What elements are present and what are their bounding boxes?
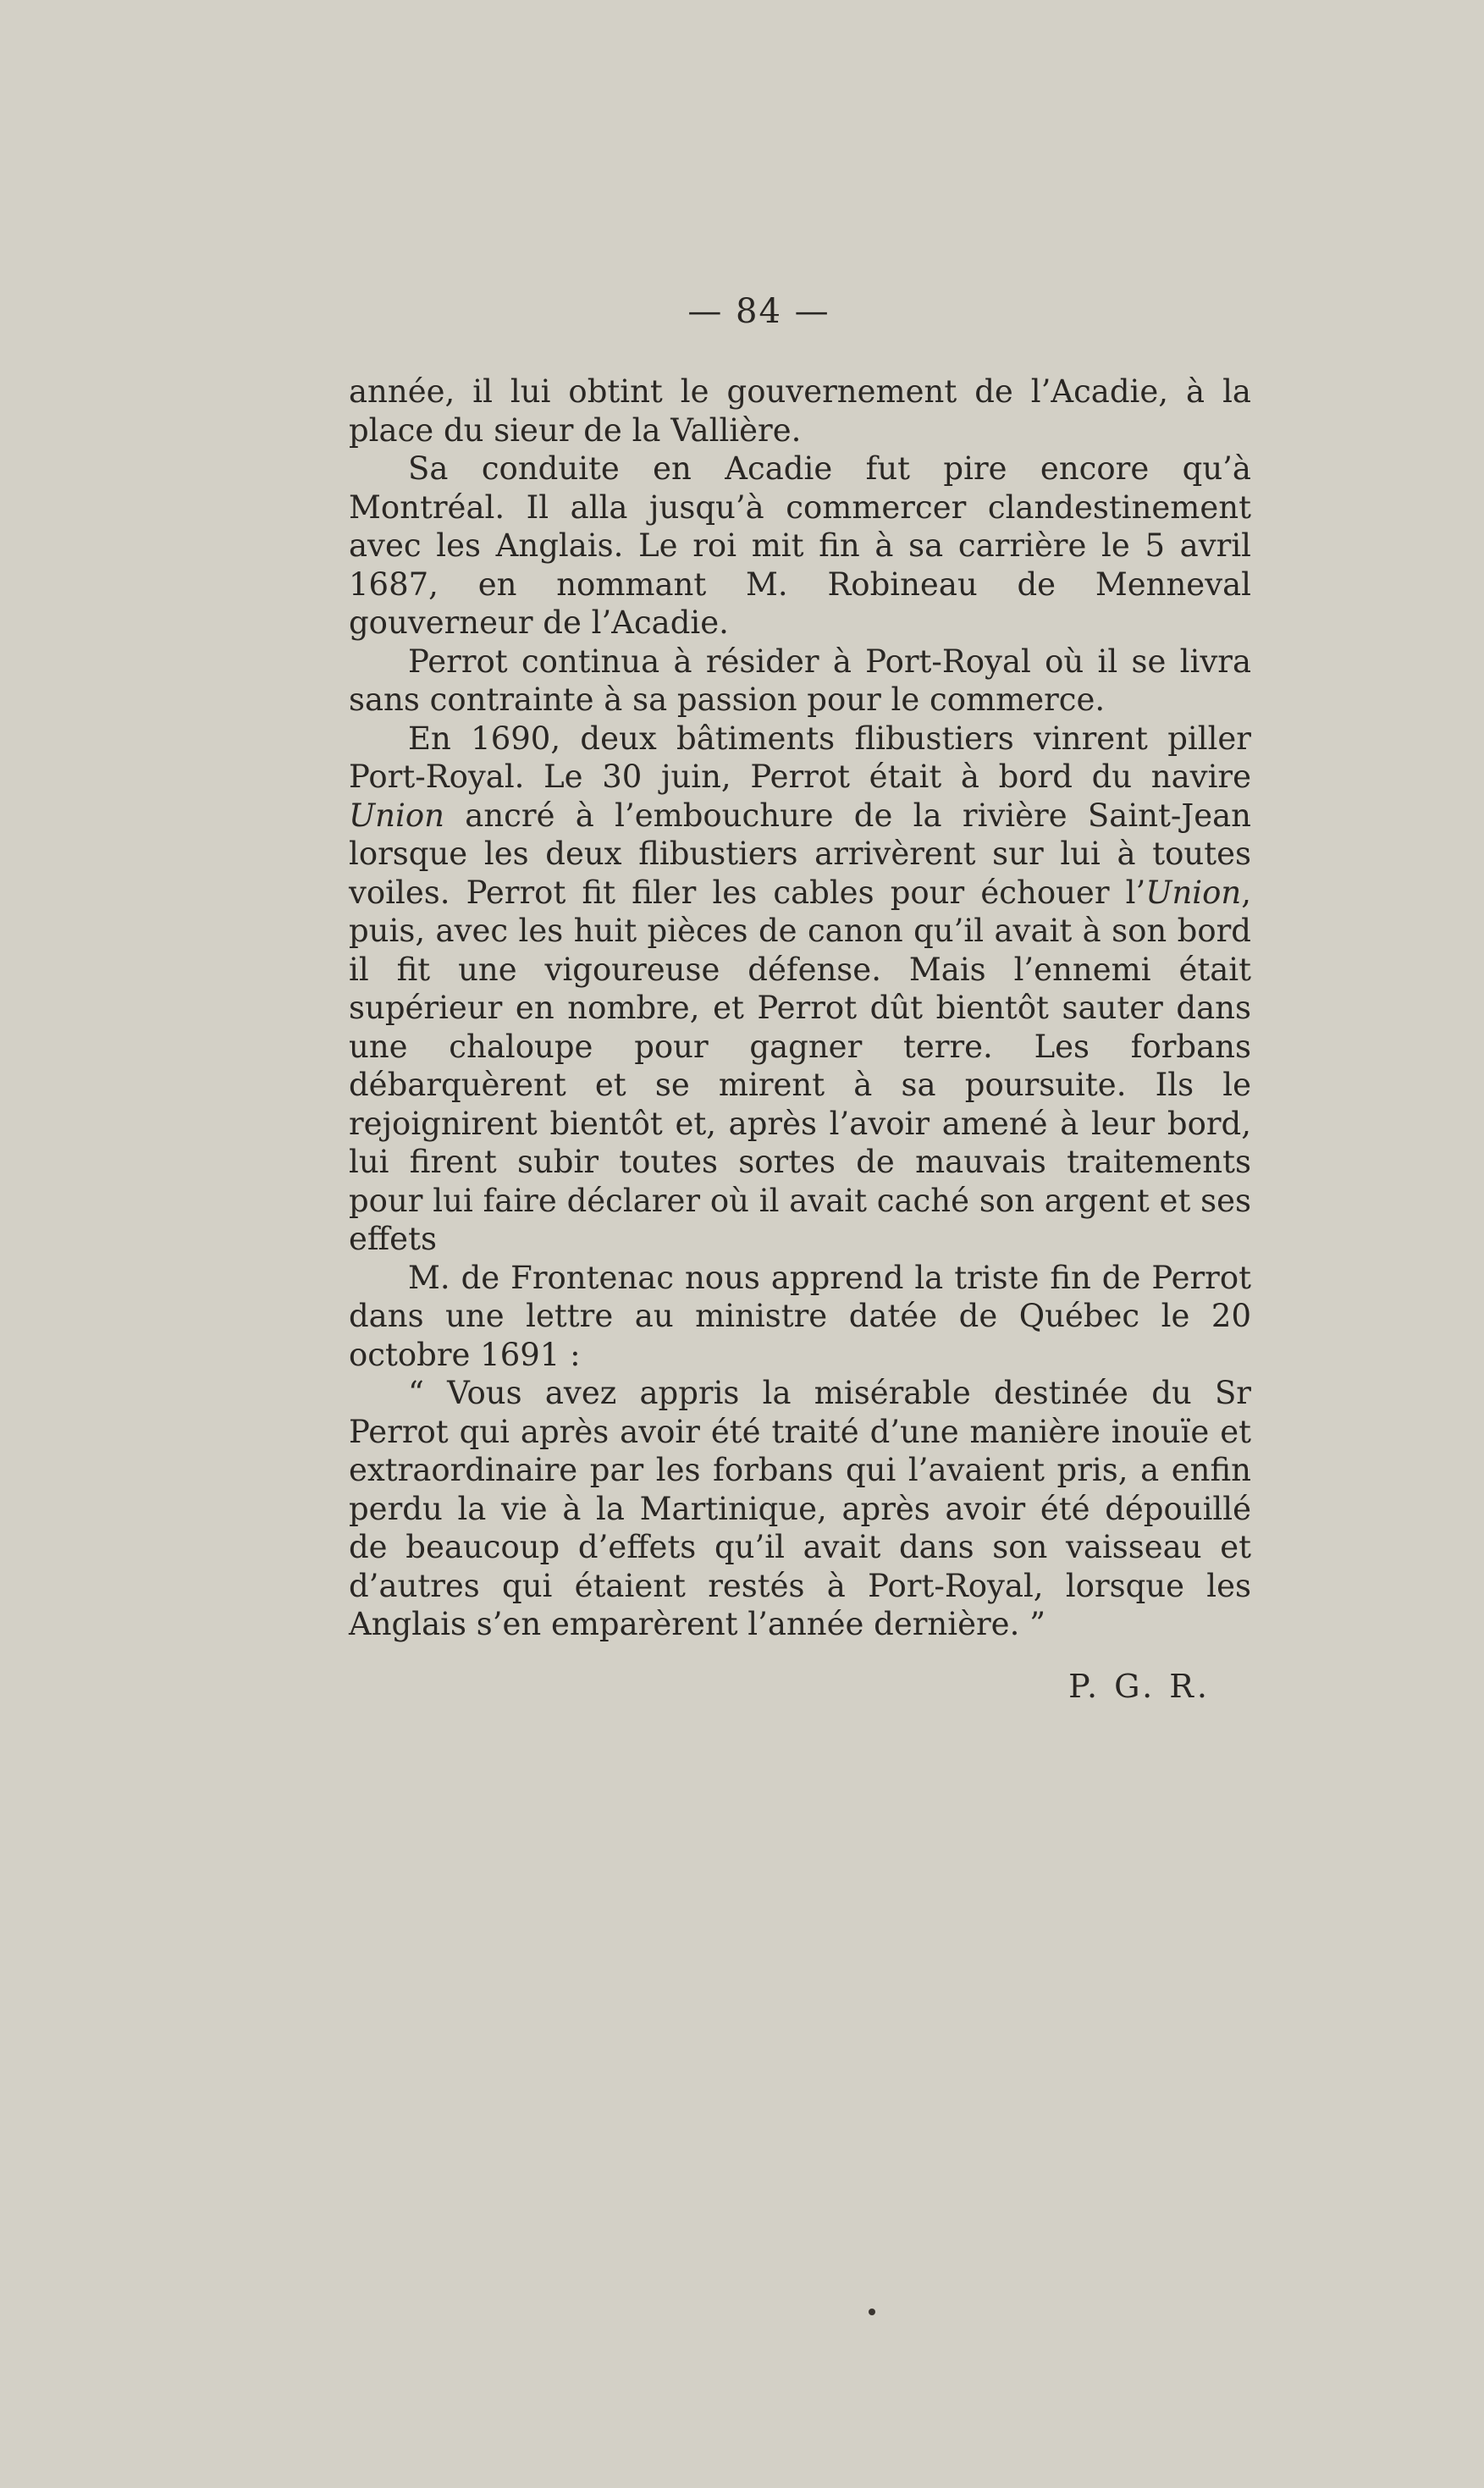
page-number: — 84 — — [687, 292, 830, 331]
paragraph-5: M. de Frontenac nous apprend la triste fin de Perrot dans une lettre au ministre datée de Québec le 20 octobre 1691 : — [349, 1259, 1251, 1373]
paragraph-1: année, il lui obtint le gouvernement de l’Acadie, à la place du sieur de la Vallière. — [349, 373, 1251, 449]
paragraph-3: Perrot continua à résider à Port-Royal où il se livra sans contrainte à sa passion pour le commerce. — [349, 643, 1251, 718]
body-text — [349, 372, 1251, 1644]
paragraph-4-part-b: ancré à l’embouchure de la rivière Saint-Jean lorsque les deux flibustiers arrivèrent sur lui à toutes voiles. Perrot fit filer les cables pour échouer l’ — [349, 797, 1251, 911]
paragraph-4-part-c: , puis, avec les huit pièces de canon qu’il avait à son bord il fit une vigoureuse défense. Mais l’ennemi était supérieur en nombre, et Perrot dût bientôt sauter dans une chaloupe pour gagner terre. Les forbans débarquèrent et se mirent à sa poursuite. Ils le rejoignirent bientôt et, après l’avoir amené à leur bord, lui firent subir toutes sortes de mauvais traitements pour lui faire déclarer où il avait caché son argent et ses effets — [349, 874, 1251, 1257]
paragraph-4 — [349, 720, 1251, 1259]
paragraph-4-part-a: En 1690, deux bâtiments flibustiers vinrent piller Port-Royal. Le 30 juin, Perrot était à bord du navire — [349, 720, 1251, 795]
ink-speck — [869, 2309, 875, 2315]
quotation-paragraph: “ Vous avez appris la misérable destinée du Sr Perrot qui après avoir été traité d’une manière inouïe et extraordinaire par les forbans qui l’avaient pris, a enfin perdu la vie à la Martinique, après avoir été dépouillé de beaucoup d’effets qu’il avait dans son vaisseau et d’autres qui étaient restés à Port-Royal, lorsque les Anglais s’en emparèrent l’année dernière. ” — [349, 1375, 1251, 1642]
ship-name-italic: Union — [349, 797, 444, 834]
signature-initials: P. G. R. — [1068, 1668, 1211, 1705]
paragraph-2: Sa conduite en Acadie fut pire encore qu’à Montréal. Il alla jusqu’à commercer clandestinement avec les Anglais. Le roi mit fin à sa carrière le 5 avril 1687, en nommant M. Robineau de Menneval gouverneur de l’Acadie. — [349, 450, 1251, 641]
ship-name-italic: Union — [1145, 874, 1242, 911]
